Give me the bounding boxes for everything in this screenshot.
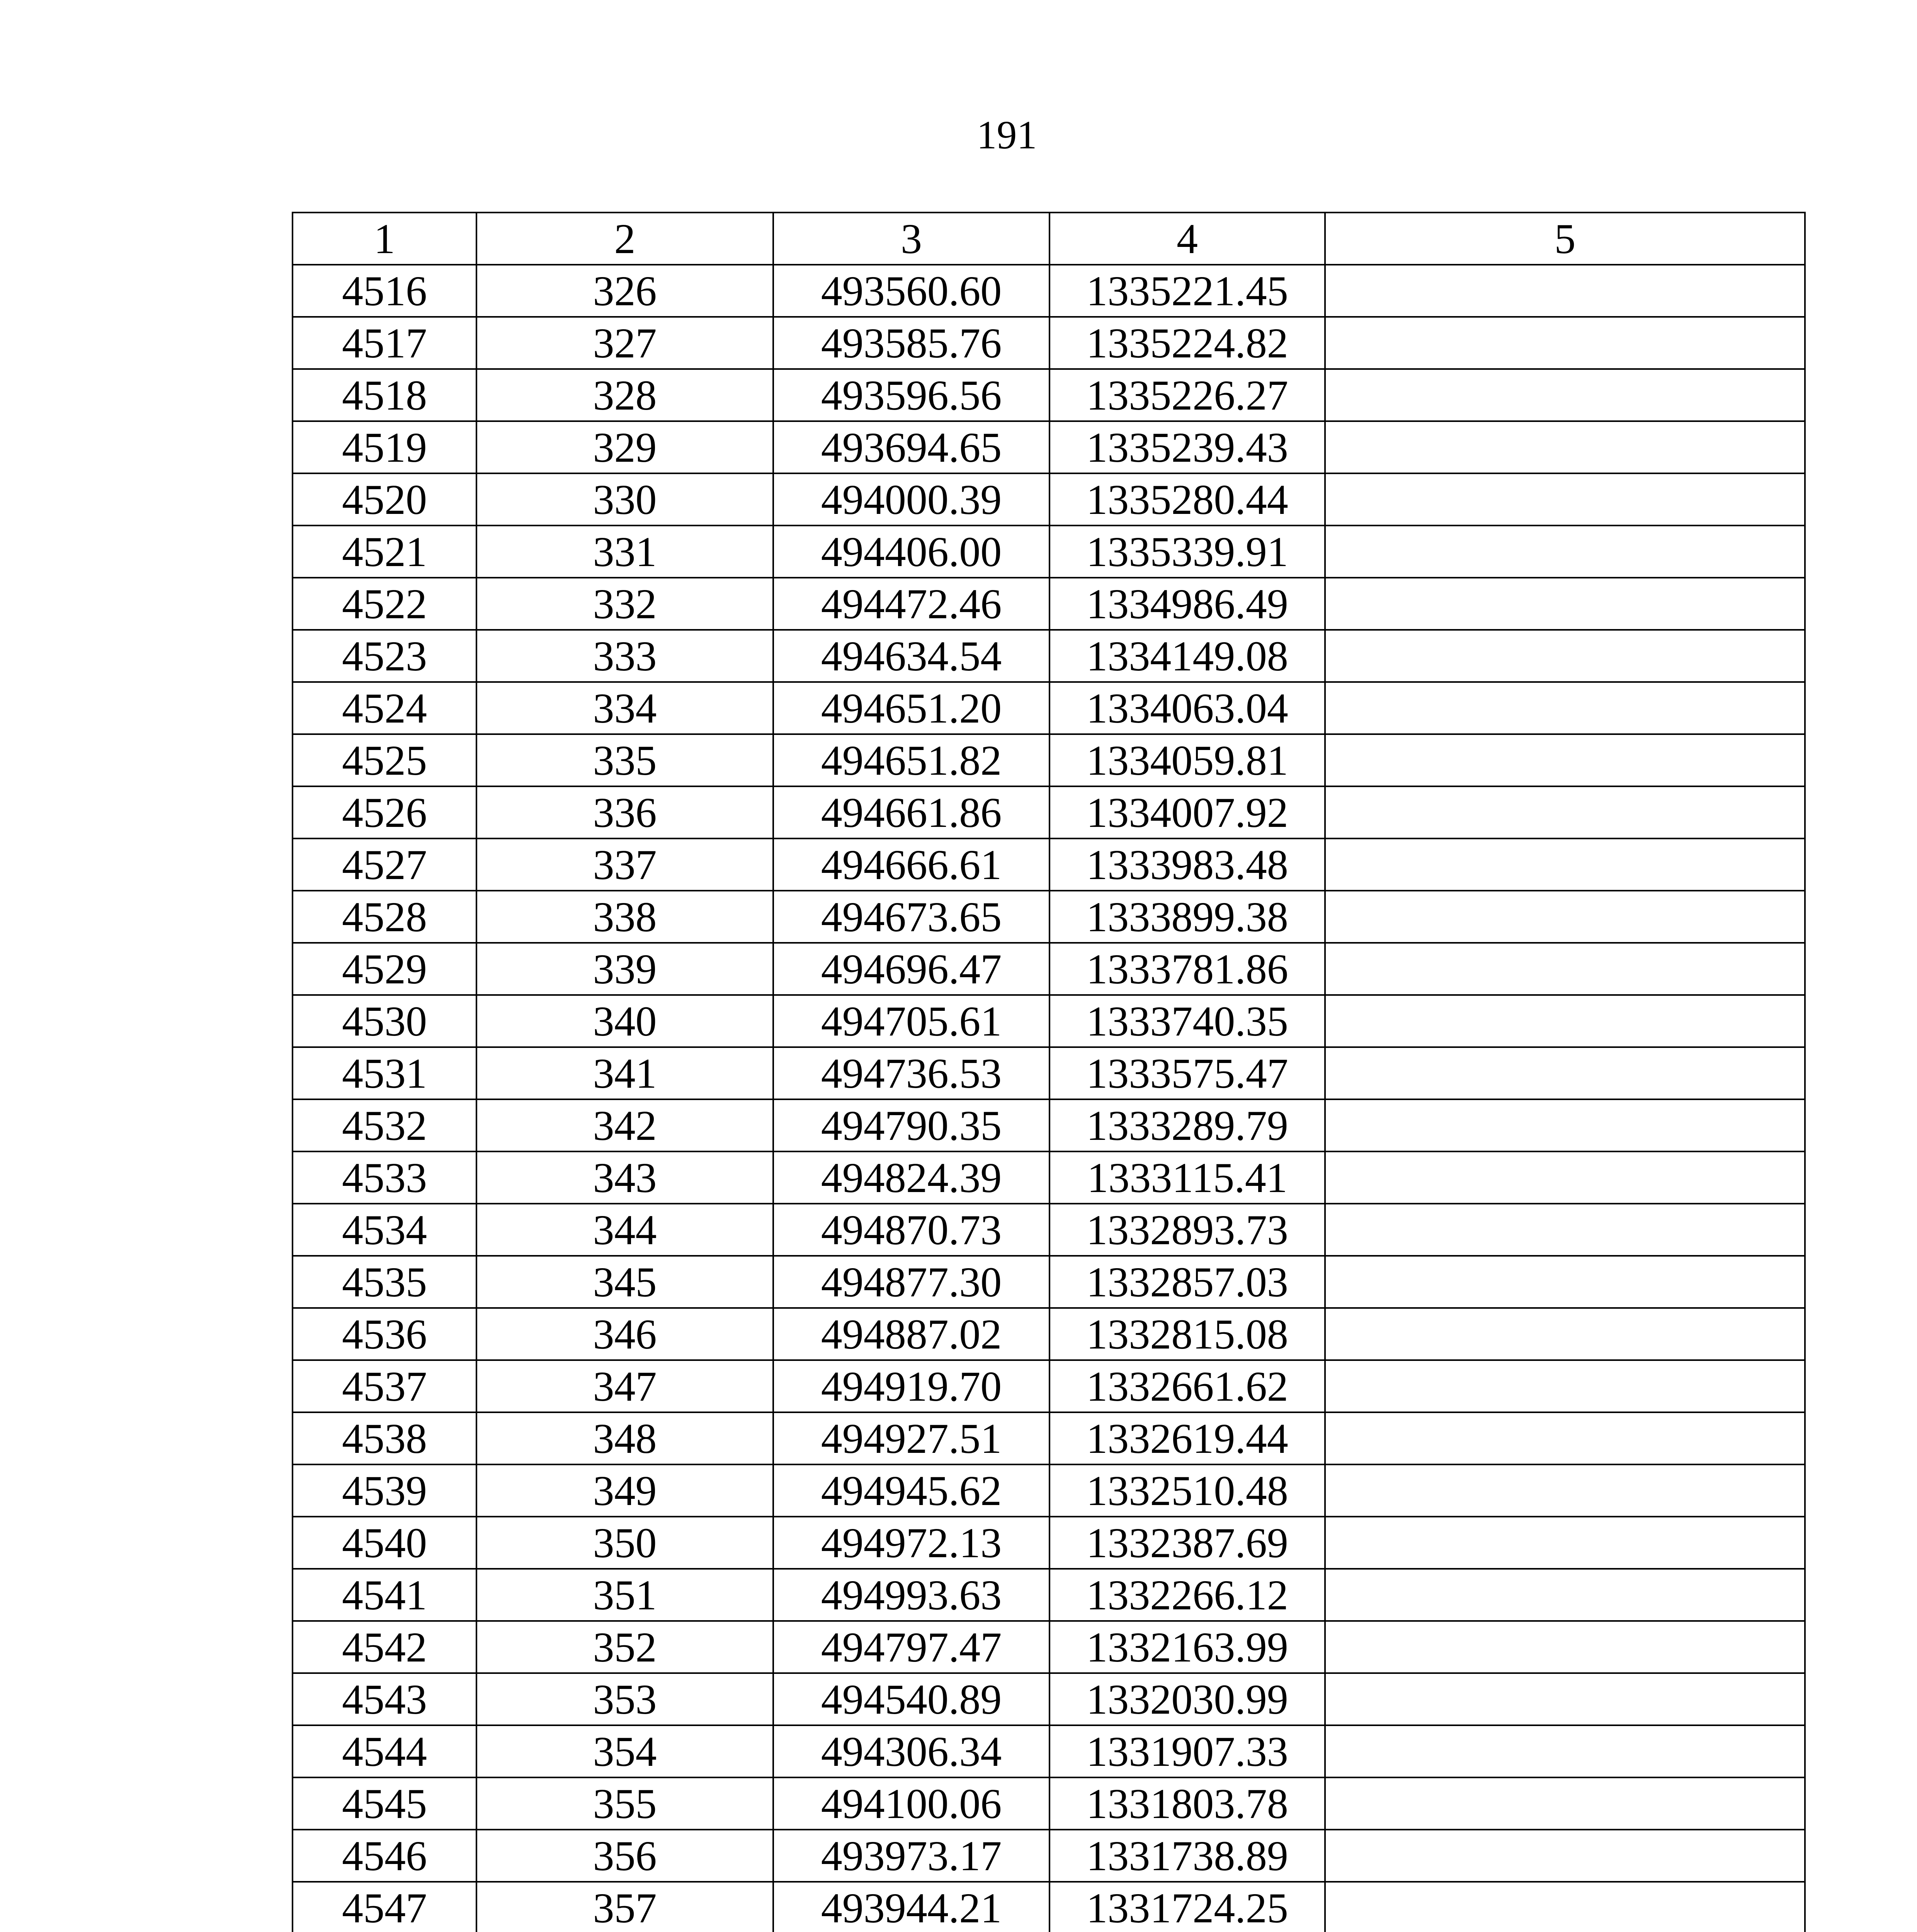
table-row <box>293 943 1805 995</box>
table-cell: 4532 <box>293 1099 476 1151</box>
table-cell <box>1325 786 1805 838</box>
table-cell: 4522 <box>293 578 476 630</box>
table-cell: 494666.61 <box>773 838 1050 891</box>
table-cell: 494406.00 <box>773 526 1050 578</box>
table-cell: 1334063.04 <box>1050 682 1325 734</box>
table-cell: 494661.86 <box>773 786 1050 838</box>
table-cell: 4520 <box>293 473 476 526</box>
table-cell: 348 <box>476 1412 773 1464</box>
table-cell: 1332030.99 <box>1050 1673 1325 1725</box>
table-row <box>293 1151 1805 1204</box>
table-cell: 1335280.44 <box>1050 473 1325 526</box>
table-cell <box>1325 421 1805 473</box>
coordinates-table <box>292 212 1806 1932</box>
table-cell: 4540 <box>293 1517 476 1569</box>
table-cell: 339 <box>476 943 773 995</box>
table-row <box>293 421 1805 473</box>
table-cell: 357 <box>476 1882 773 1932</box>
table-cell: 1335224.82 <box>1050 317 1325 369</box>
table-cell: 4528 <box>293 891 476 943</box>
table-cell: 353 <box>476 1673 773 1725</box>
table-cell <box>1325 1517 1805 1569</box>
table-body <box>293 265 1805 1932</box>
table-cell: 493944.21 <box>773 1882 1050 1932</box>
table-cell: 1332661.62 <box>1050 1360 1325 1412</box>
table-cell: 1332815.08 <box>1050 1308 1325 1360</box>
table-cell <box>1325 1308 1805 1360</box>
table-cell <box>1325 265 1805 317</box>
table-row <box>293 838 1805 891</box>
table-cell: 4542 <box>293 1621 476 1673</box>
table-cell: 494919.70 <box>773 1360 1050 1412</box>
table-cell <box>1325 1882 1805 1932</box>
table-cell: 494634.54 <box>773 630 1050 682</box>
table-cell: 494540.89 <box>773 1673 1050 1725</box>
table-cell: 335 <box>476 734 773 786</box>
table-cell <box>1325 1204 1805 1256</box>
table-row <box>293 891 1805 943</box>
table-cell: 493596.56 <box>773 369 1050 421</box>
table-cell: 494877.30 <box>773 1256 1050 1308</box>
table-cell: 4516 <box>293 265 476 317</box>
table-row <box>293 1777 1805 1830</box>
table-cell: 333 <box>476 630 773 682</box>
table-cell: 338 <box>476 891 773 943</box>
table-cell: 327 <box>476 317 773 369</box>
table-row <box>293 995 1805 1047</box>
table-cell: 329 <box>476 421 773 473</box>
table-cell: 4536 <box>293 1308 476 1360</box>
column-header: 2 <box>476 213 773 265</box>
table-cell <box>1325 1725 1805 1777</box>
column-header: 4 <box>1050 213 1325 265</box>
table-cell <box>1325 369 1805 421</box>
table-row <box>293 1047 1805 1099</box>
table-cell: 352 <box>476 1621 773 1673</box>
table-row <box>293 1621 1805 1673</box>
table-cell: 493560.60 <box>773 265 1050 317</box>
table-row <box>293 578 1805 630</box>
table-cell <box>1325 943 1805 995</box>
table-row <box>293 1673 1805 1725</box>
table-cell: 1332266.12 <box>1050 1569 1325 1621</box>
column-header: 5 <box>1325 213 1805 265</box>
table-cell <box>1325 1360 1805 1412</box>
table-cell: 4537 <box>293 1360 476 1412</box>
table-cell: 1331738.89 <box>1050 1830 1325 1882</box>
table-cell: 494696.47 <box>773 943 1050 995</box>
table-cell <box>1325 682 1805 734</box>
table-cell: 4529 <box>293 943 476 995</box>
table-cell: 494306.34 <box>773 1725 1050 1777</box>
table-cell: 330 <box>476 473 773 526</box>
table-cell: 4523 <box>293 630 476 682</box>
page-number: 191 <box>976 113 1037 157</box>
table-cell: 1331803.78 <box>1050 1777 1325 1830</box>
table-row <box>293 786 1805 838</box>
table-cell <box>1325 526 1805 578</box>
table-cell: 1335226.27 <box>1050 369 1325 421</box>
table-row <box>293 1308 1805 1360</box>
table-cell: 494824.39 <box>773 1151 1050 1204</box>
table-cell <box>1325 1412 1805 1464</box>
table-cell: 1333575.47 <box>1050 1047 1325 1099</box>
table-cell: 349 <box>476 1464 773 1517</box>
table-row <box>293 1464 1805 1517</box>
table-cell: 494651.82 <box>773 734 1050 786</box>
table-cell: 4531 <box>293 1047 476 1099</box>
table-cell: 494945.62 <box>773 1464 1050 1517</box>
table-cell: 4534 <box>293 1204 476 1256</box>
table-cell: 494000.39 <box>773 473 1050 526</box>
table-row <box>293 1256 1805 1308</box>
table-cell: 1333740.35 <box>1050 995 1325 1047</box>
table-cell: 4544 <box>293 1725 476 1777</box>
table-cell: 350 <box>476 1517 773 1569</box>
table-row <box>293 1725 1805 1777</box>
table-cell <box>1325 1256 1805 1308</box>
table-cell <box>1325 734 1805 786</box>
table-cell: 494870.73 <box>773 1204 1050 1256</box>
table-cell: 1332387.69 <box>1050 1517 1325 1569</box>
table-cell: 336 <box>476 786 773 838</box>
table-cell: 494790.35 <box>773 1099 1050 1151</box>
table-cell <box>1325 1569 1805 1621</box>
table-row <box>293 526 1805 578</box>
table-cell: 494673.65 <box>773 891 1050 943</box>
table-cell: 354 <box>476 1725 773 1777</box>
table-cell: 4525 <box>293 734 476 786</box>
table-cell: 334 <box>476 682 773 734</box>
table-cell: 1332163.99 <box>1050 1621 1325 1673</box>
table-row <box>293 473 1805 526</box>
table-cell: 331 <box>476 526 773 578</box>
table-row <box>293 1882 1805 1932</box>
table-cell: 346 <box>476 1308 773 1360</box>
table-cell: 494887.02 <box>773 1308 1050 1360</box>
table-row <box>293 1830 1805 1882</box>
table-cell <box>1325 891 1805 943</box>
table-cell: 1335339.91 <box>1050 526 1325 578</box>
table-row <box>293 1517 1805 1569</box>
table-cell: 494651.20 <box>773 682 1050 734</box>
table-cell: 494993.63 <box>773 1569 1050 1621</box>
table-cell: 1334986.49 <box>1050 578 1325 630</box>
column-header: 3 <box>773 213 1050 265</box>
table-cell: 1333781.86 <box>1050 943 1325 995</box>
table-cell: 1331724.25 <box>1050 1882 1325 1932</box>
table-cell: 328 <box>476 369 773 421</box>
table-cell <box>1325 473 1805 526</box>
table-cell: 340 <box>476 995 773 1047</box>
table-cell: 355 <box>476 1777 773 1830</box>
table-cell: 337 <box>476 838 773 891</box>
table-cell <box>1325 1621 1805 1673</box>
table-row <box>293 1099 1805 1151</box>
table-cell: 1334059.81 <box>1050 734 1325 786</box>
table-cell: 4533 <box>293 1151 476 1204</box>
table-row <box>293 317 1805 369</box>
table-cell: 4541 <box>293 1569 476 1621</box>
table-cell <box>1325 1464 1805 1517</box>
table-cell: 341 <box>476 1047 773 1099</box>
table-cell: 356 <box>476 1830 773 1882</box>
table-cell: 494705.61 <box>773 995 1050 1047</box>
table-cell: 4530 <box>293 995 476 1047</box>
table-cell <box>1325 1777 1805 1830</box>
table-cell: 1333289.79 <box>1050 1099 1325 1151</box>
table-cell: 332 <box>476 578 773 630</box>
table-cell: 494797.47 <box>773 1621 1050 1673</box>
table-cell <box>1325 630 1805 682</box>
table-cell: 351 <box>476 1569 773 1621</box>
table-cell: 494736.53 <box>773 1047 1050 1099</box>
table-cell: 1331907.33 <box>1050 1725 1325 1777</box>
table-cell: 4519 <box>293 421 476 473</box>
table-cell: 1334007.92 <box>1050 786 1325 838</box>
table-cell: 4526 <box>293 786 476 838</box>
table-cell: 344 <box>476 1204 773 1256</box>
table-row <box>293 265 1805 317</box>
table-cell: 1335239.43 <box>1050 421 1325 473</box>
table-cell <box>1325 578 1805 630</box>
table-cell: 494972.13 <box>773 1517 1050 1569</box>
table-cell: 4521 <box>293 526 476 578</box>
table-cell: 494100.06 <box>773 1777 1050 1830</box>
table-cell: 4547 <box>293 1882 476 1932</box>
table-row <box>293 1360 1805 1412</box>
table-cell: 493585.76 <box>773 317 1050 369</box>
table-cell: 1332619.44 <box>1050 1412 1325 1464</box>
table-cell: 1335221.45 <box>1050 265 1325 317</box>
table-cell: 1334149.08 <box>1050 630 1325 682</box>
table-cell <box>1325 1151 1805 1204</box>
table-cell: 494927.51 <box>773 1412 1050 1464</box>
table-cell: 1332510.48 <box>1050 1464 1325 1517</box>
table-cell: 493694.65 <box>773 421 1050 473</box>
table-cell: 4518 <box>293 369 476 421</box>
table-cell: 493973.17 <box>773 1830 1050 1882</box>
table-cell: 1332857.03 <box>1050 1256 1325 1308</box>
table-cell: 1332893.73 <box>1050 1204 1325 1256</box>
table-cell: 4546 <box>293 1830 476 1882</box>
table-cell: 4524 <box>293 682 476 734</box>
table-cell: 4535 <box>293 1256 476 1308</box>
table-row <box>293 682 1805 734</box>
table-header-row <box>293 213 1805 265</box>
table-cell: 343 <box>476 1151 773 1204</box>
table-cell <box>1325 1673 1805 1725</box>
table-cell <box>1325 995 1805 1047</box>
table-cell: 1333115.41 <box>1050 1151 1325 1204</box>
table-cell <box>1325 1099 1805 1151</box>
table-row <box>293 369 1805 421</box>
table-cell <box>1325 838 1805 891</box>
table-cell: 4545 <box>293 1777 476 1830</box>
table-cell: 4517 <box>293 317 476 369</box>
table-cell: 342 <box>476 1099 773 1151</box>
table-cell: 4527 <box>293 838 476 891</box>
table-cell <box>1325 317 1805 369</box>
table-cell: 4543 <box>293 1673 476 1725</box>
table-cell <box>1325 1830 1805 1882</box>
table-cell: 1333983.48 <box>1050 838 1325 891</box>
table-cell <box>1325 1047 1805 1099</box>
column-header: 1 <box>293 213 476 265</box>
table-cell: 4538 <box>293 1412 476 1464</box>
table-cell: 4539 <box>293 1464 476 1517</box>
table-row <box>293 1412 1805 1464</box>
table-cell: 347 <box>476 1360 773 1412</box>
table-row <box>293 734 1805 786</box>
table-cell: 326 <box>476 265 773 317</box>
table-row <box>293 1204 1805 1256</box>
table-cell: 494472.46 <box>773 578 1050 630</box>
table-cell: 1333899.38 <box>1050 891 1325 943</box>
table-cell: 345 <box>476 1256 773 1308</box>
table-row <box>293 630 1805 682</box>
table-row <box>293 1569 1805 1621</box>
